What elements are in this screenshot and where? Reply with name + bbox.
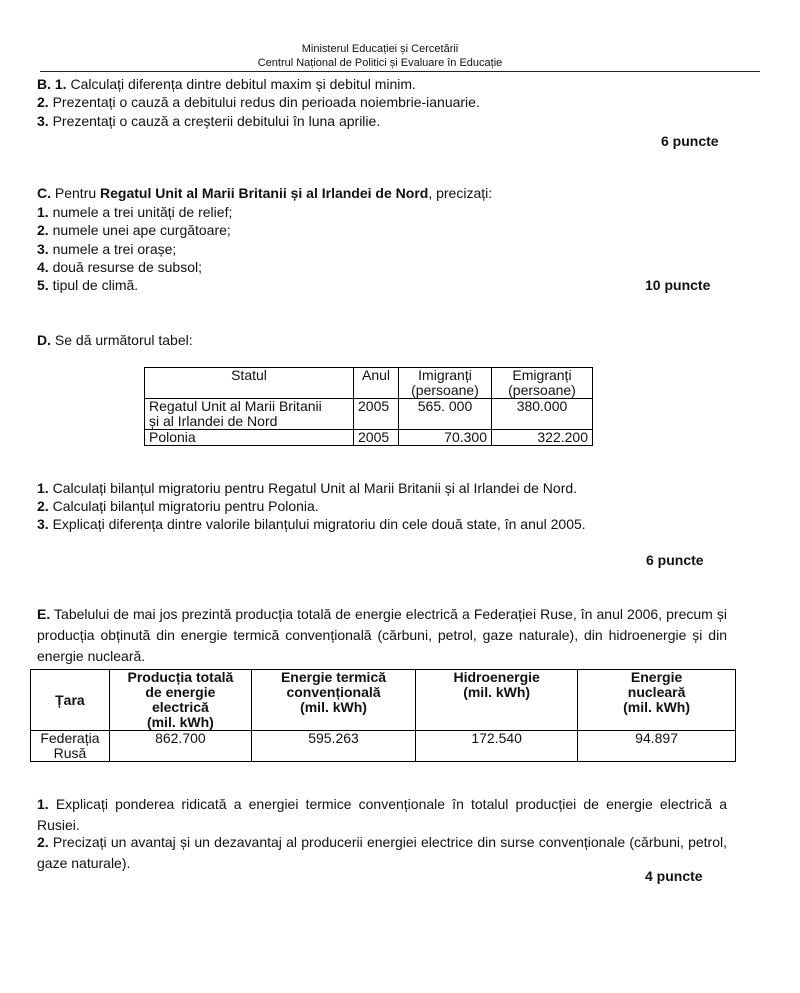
table-row — [31, 731, 736, 762]
section-b-item-2: 2. Prezentați o cauză a debitului redus din perioada noiembrie-ianuarie. — [37, 94, 480, 110]
cell-year: 2005 — [354, 430, 399, 446]
cell-thermal: 595.263 — [251, 731, 415, 762]
section-e-item-1: 1. Explicați ponderea ridicată a energiei termice convenționale în totalul producției de energie electrică a Rusiei. — [37, 796, 727, 833]
section-c-item-2: 2. numele unei ape curgătoare; — [37, 222, 231, 238]
section-e-points: 4 puncte — [645, 868, 703, 884]
cell-emigrants: 322.200 — [492, 430, 593, 446]
table-header-row — [145, 368, 593, 399]
cell-hydro: 172.540 — [416, 731, 578, 762]
cell-state: Polonia — [145, 430, 354, 446]
cell-year: 2005 — [354, 399, 399, 430]
table-row — [145, 399, 593, 430]
section-c-item-4: 4. două resurse de subsol; — [37, 259, 203, 275]
header-center: Centrul Național de Politici și Evaluare în Educație — [257, 57, 503, 69]
col-header-immigrants: Imigranți (persoane) — [399, 368, 492, 399]
cell-emigrants: 380.000 — [492, 399, 593, 430]
header-divider — [40, 71, 760, 72]
section-b-points: 6 puncte — [661, 133, 719, 149]
header-ministry: Ministerul Educației și Cercetării — [301, 43, 459, 55]
section-e-intro: E. Tabelului de mai jos prezintă producția totală de energie electrică a Federației Ruse, în anul 2006, precum și producția obținută din energie termică convențională (cărbuni, petrol, gaze naturale), din hidroenergie și din energie nucleară. — [37, 606, 727, 664]
section-b-item-3: 3. Prezentați o cauză a creșterii debitului în luna aprilie. — [37, 113, 381, 129]
section-d-item-1: 1. Calculați bilanțul migratoriu pentru Regatul Unit al Marii Britanii și al Irlandei de Nord. — [37, 480, 578, 496]
cell-nuclear: 94.897 — [578, 731, 736, 762]
table-row — [145, 430, 593, 446]
col-header-hydro: Hidroenergie (mil. kWh) — [416, 670, 578, 731]
energy-table — [30, 669, 736, 762]
section-e-item-2: 2. Precizați un avantaj și un dezavantaj al producerii energiei electrice din surse convenționale (cărbuni, petrol, gaze naturale). — [37, 834, 727, 871]
table-header-row — [31, 670, 736, 731]
section-d-item-3: 3. Explicați diferența dintre valorile bilanțului migratoriu din cele două state, în anul 2005. — [37, 516, 586, 532]
migration-table — [144, 367, 593, 446]
section-c-item-5: 5. tipul de climă. — [37, 277, 139, 293]
section-c-item-3: 3. numele a trei orașe; — [37, 241, 177, 257]
col-header-year: Anul — [354, 368, 399, 399]
cell-immigrants: 565. 000 — [399, 399, 492, 430]
cell-state: Regatul Unit al Marii Britanii și al Irlandei de Nord — [145, 399, 354, 430]
cell-immigrants: 70.300 — [399, 430, 492, 446]
col-header-state: Statul — [145, 368, 354, 399]
section-c-intro: C. Pentru Regatul Unit al Marii Britanii și al Irlandei de Nord, precizați: — [37, 185, 493, 201]
section-c-points: 10 puncte — [645, 277, 711, 293]
col-header-nuclear: Energie nucleară (mil. kWh) — [578, 670, 736, 731]
col-header-emigrants: Emigranți (persoane) — [492, 368, 593, 399]
col-header-thermal: Energie termică convențională (mil. kWh) — [251, 670, 415, 731]
cell-total: 862.700 — [109, 731, 251, 762]
section-d-item-2: 2. Calculați bilanțul migratoriu pentru Polonia. — [37, 498, 319, 514]
col-header-country: Țara — [31, 670, 110, 731]
section-b-item-1: B. 1. Calculați diferența dintre debitul maxim și debitul minim. — [37, 76, 416, 92]
cell-country: Federația Rusă — [31, 731, 110, 762]
col-header-total: Producția totală de energie electrică (mil. kWh) — [109, 670, 251, 731]
section-c-item-1: 1. numele a trei unități de relief; — [37, 204, 233, 220]
section-d-points: 6 puncte — [646, 552, 704, 568]
section-d-intro: D. Se dă următorul tabel: — [37, 332, 193, 348]
